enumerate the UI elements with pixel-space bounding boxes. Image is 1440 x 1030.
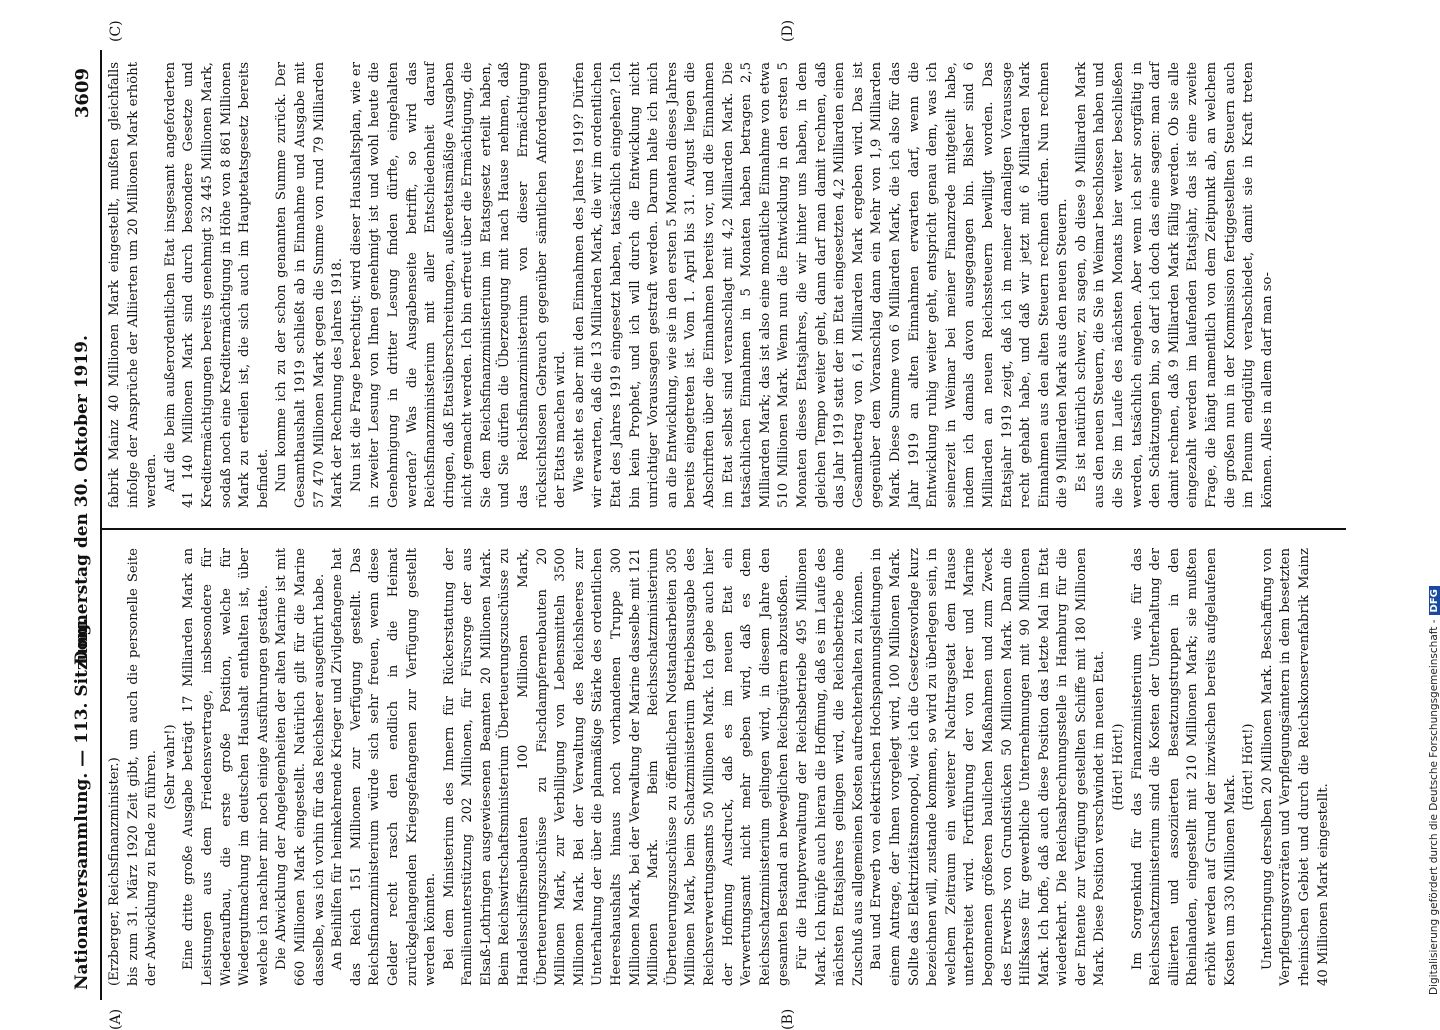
paragraph: An Beihilfen für heimkehrende Krieger und Zivilgefangene hat das Reich 151 Millionen zur Verfügung gestellt. Das Reichsfinanzministerium würde sich sehr freuen, wenn diese Gelder recht rasch den endlich in die Heimat zurückgelangenden Kriegsgefangenen zur Verfügung gestellt werden könnten. xyxy=(330,548,439,986)
paragraph: Nun komme ich zu der schon genannten Summe zurück. Der Gesamthaushalt 1919 schließt ab in Einnahme und Ausgabe mit 57 470 Millionen Mark gegen die Summe von rund 79 Milliarden Mark der Rechnung des Jahres 1918. xyxy=(274,62,346,508)
paragraph: Auf die beim außerordentlichen Etat insgesamt angeforderten 41 140 Millionen Mark sind durch besondere Gesetze und Kreditermächtigungen bereits genehmigt 32 445 Millionen Mark, sodaß noch eine Kreditermächtigung in Höhe von 8 861 Millionen Mark zu erteilen ist, die sich auch im Hauptetatsgesetz bereits befindet. xyxy=(162,62,271,508)
credit-text: Digitalisierung gefördert durch die Deutsche Forschungsgemeinschaft - xyxy=(1428,619,1440,995)
paragraph: Die Abwicklung der Angelegenheiten der alten Marine ist mit 660 Millionen Mark eingestellt. Natürlich gilt für die Marine dasselbe, was ich vorhin für das Reichsheer ausgeführt habe. xyxy=(274,548,327,986)
page-number: 3609 xyxy=(72,68,93,119)
speaker-label: (Erzberger, Reichsfinanzminister.) xyxy=(107,757,122,986)
header-date: Donnerstag den 30. Oktober 1919. xyxy=(72,335,92,665)
paragraph: Im Sorgenkind für das Finanzministerium wie für das Reichsschatzministerium sind die Kosten der Unterhaltung der alliierten und assoziierten Besatzungstruppen in den Rheinlanden, eingestellt mit 210 Millionen Mark; sie mußten erhöht werden auf Grund der inzwischen bereits aufgelaufenen Kosten um 330 Millionen Mark. xyxy=(1129,548,1238,986)
paragraph: Es ist natürlich schwer, zu sagen, ob diese 9 Milliarden Mark aus den neuen Steuern, die Sie in Weimar beschlossen haben und die Sie im Laufe des nächsten Monats hier weiter beschließen werden, tatsächlich eingehen. Aber wenn ich sehr sorgfältig in den Schätzungen bin, so darf ich doch das eine sagen: man darf damit rechnen, daß 9 Milliarden Mark fällig werden. Ob sie alle eingezahlt werden im laufenden Etatsjahr, das ist eine zweite Frage, die hängt namentlich von dem Zeitpunkt ab, an welchem die großen nun in der Kommission fertiggestellten Steuern auch im Plenum endgültig verabschiedet, damit sie in Kraft treten können. Alles in allem darf man so- xyxy=(1073,62,1275,508)
text-column-right xyxy=(106,62,1346,508)
interjection: (Hört! Hört!) xyxy=(1111,723,1127,811)
paragraph: Unterbringung derselben 20 Millionen Mark. Beschaffung von Verpflegungsvorräten und Verpflegungsämtern in dem besetzten rheinischen Gebiet und durch die Reichskonservenfabrik Mainz 40 Millionen Mark eingestellt. xyxy=(1259,548,1331,986)
margin-marker-d: (D) xyxy=(780,19,796,42)
digitization-credit xyxy=(1428,586,1440,995)
paragraph: fabrik Mainz 40 Millionen Mark eingestellt, mußten gleichfalls infolge der Ansprüche der Alliierten um 20 Millionen Mark erhöht werden. xyxy=(107,62,160,508)
page-header xyxy=(60,50,102,1000)
dfg-logo: DFG xyxy=(1429,586,1440,615)
paragraph: Bau und Erwerb von elektrischen Hochspannungsleitungen in einem Antrage, der Ihnen vorgelegt wird, 100 Millionen Mark. Sollte das Elektrizitätsmonopol, wie ich die Gesetzesvorlage kurz bezeichnen will, zustande kommen, so wird zu überlegen sein, in welchem Zeitraum ein weiterer Nachtragsetat dem Hause unterbreitet wird. Fortführung der von Heer und Marine begonnenen größeren baulichen Maßnahmen und zum Zweck des Erwerbs von Grundstücken 50 Millionen Mark. Dann die Hilfskasse für gewerbliche Unternehmungen mit 90 Millionen Mark. Ich hoffe, daß auch diese Position das letzte Mal im Etat wiederkehrt. Die Reichsabrechnungsstelle in Hamburg für die der Entente zur Verfügung gestellten Schiffe mit 180 Millionen Mark. Diese Position verschwindet im neuen Etat. xyxy=(869,548,1108,986)
paragraph: Eine dritte große Ausgabe beträgt 17 Milliarden Mark an Leistungen aus dem Friedensvertrage, insbesondere für Wiederaufbau, die erste große Position, welche für Wiedergutmachung im deutschen Haushalt enthalten ist, über welche ich nachher mir noch einige Ausführungen gestatte. xyxy=(181,548,271,986)
paragraph: bis zum 31. März 1920 Zeit gibt, um auch die personelle Seite der Abwicklung zu Ende zu führen. xyxy=(125,548,160,986)
paragraph: Wie steht es aber mit den Einnahmen des Jahres 1919? Dürfen wir erwarten, daß die 13 Milliarden Mark, die wir im ordentlichen Etat des Jahres 1919 eingesetzt haben, tatsächlich eingehen? Ich bin kein Prophet, und ich will durch die Entwicklung nicht unrichtiger Voraussagen gestraft werden. Darum halte ich mich an die Entwicklung, wie sie in den ersten 5 Monaten dieses Jahres bereits eingetreten ist. Vom 1. April bis 31. August liegen die Abschriften über die Einnahmen bereits vor, und die Einnahmen im Etat selbst sind veranschlagt mit 4,2 Milliarden Mark. Die tatsächlichen Einnahmen in 5 Monaten haben betragen 2,5 Milliarden Mark; das ist also eine monatliche Einnahme von etwa 510 Millionen Mark. Wenn nun die Entwicklung in den ersten 5 Monaten dieses Etatsjahres, die wir hinter uns haben, in dem gleichen Tempo weiter geht, dann darf man damit rechnen, daß das Jahr 1919 statt der im Etat eingesetzten 4,2 Milliarden einen Gesamtbetrag von 6,1 Milliarden Mark ergeben wird. Das ist gegenüber dem Voranschlag dann ein Mehr von 1,9 Milliarden Mark. Diese Summe von 6 Milliarden Mark, die ich also für das Jahr 1919 an alten Einnahmen erwarten darf, wenn die Entwicklung ruhig weiter geht, entspricht genau dem, was ich seinerzeit in Weimar bei meiner Finanzrede mitgeteilt habe, indem ich damals davon ausgegangen bin. Bisher sind 6 Milliarden an neuen Reichssteuern bewilligt worden. Das Etatsjahr 1919 zeigt, daß ich in meiner damaligen Voraussage recht gehabt habe, und daß wir jetzt mit 6 Milliarden Mark Einnahmen aus den alten Steuern rechnen dürfen. Nun rechnen die 9 Milliarden Mark aus den neuen Steuern. xyxy=(571,62,1071,508)
paragraph: Nun ist die Frage berechtigt: wird dieser Haushaltsplan, wie er in zweiter Lesung von Ihnen genehmigt ist und wohl heute die Genehmigung in dritter Lesung finden dürfte, eingehalten werden? Was die Ausgabenseite betrifft, so wird das Reichsfinanzministerium mit aller Entschiedenheit darauf dringen, daß Etatsüberschreitungen, außeretatsmäßige Ausgaben nicht gemacht werden. Ich bin erfreut über die Ermächtigung, die Sie dem Reichsfinanzministerium im Etatsgesetz erteilt haben, und Sie dürfen die Überzeugung mit nach Hause nehmen, daß das Reichsfinanzministerium von dieser Ermächtigung rücksichtslosen Gebrauch gegenüber sämtlichen Anforderungen der Etats machen wird. xyxy=(348,62,569,508)
margin-marker-b: (B) xyxy=(780,1008,796,1030)
header-assembly-session: Nationalversammlung. — 113. Sitzung. xyxy=(72,617,92,990)
text-column-left xyxy=(106,548,1346,986)
scanned-page xyxy=(60,19,1350,1030)
margin-marker-a: (A) xyxy=(108,1008,124,1030)
paragraph: Für die Hauptverwaltung der Reichsbetriebe 495 Millionen Mark. Ich knüpfe auch hieran die Hoffnung, daß es im Laufe des nächsten Etatsjahres gelingen wird, die Reichsbetriebe ohne Zuschuß aus allgemeinen Kosten aufrechterhalten zu können. xyxy=(794,548,866,986)
column-divider xyxy=(100,528,1346,530)
interjection: (Sehr wahr!) xyxy=(162,724,178,810)
margin-marker-c: (C) xyxy=(108,20,124,42)
paragraph: Bei dem Ministerium des Innern für Rückerstattung der Familienunterstützung 202 Millionen, für Fürsorge der aus Elsaß-Lothringen ausgewiesenen Beamten 20 Millionen Mark. Beim Reichswirtschaftsministerium Überteuerungszuschüsse zu Handelsschiffsneubauten 100 Millionen Mark, Überteuerungszuschüsse zu Fischdampferneubauten 20 Millionen Mark, zur Verbilligung von Lebensmitteln 3500 Millionen Mark. Bei der Verwaltung des Reichsheeres zur Unterhaltung der über die planmäßige Stärke des ordentlichen Heereshaushalts hinaus noch vorhandenen Truppe 300 Millionen Mark, bei der Verwaltung der Marine dasselbe mit 121 Millionen Mark. Beim Reichsschatzministerium Überteuerungszuschüsse zu öffentlichen Notstandsarbeiten 305 Millionen Mark, beim Schatzministerium Betriebsausgabe des Reichsverwertungsamts 50 Millionen Mark. Ich gebe auch hier der Hoffnung Ausdruck, daß es im neuen Etat ein Verwertungsamt nicht mehr geben wird, daß es dem Reichsschatzministerium gelingen wird, in diesem Jahre den gesamten Bestand an beweglichen Reichsgütern abzustoßen. xyxy=(441,548,792,986)
interjection: (Hört! Hört!) xyxy=(1241,723,1257,811)
